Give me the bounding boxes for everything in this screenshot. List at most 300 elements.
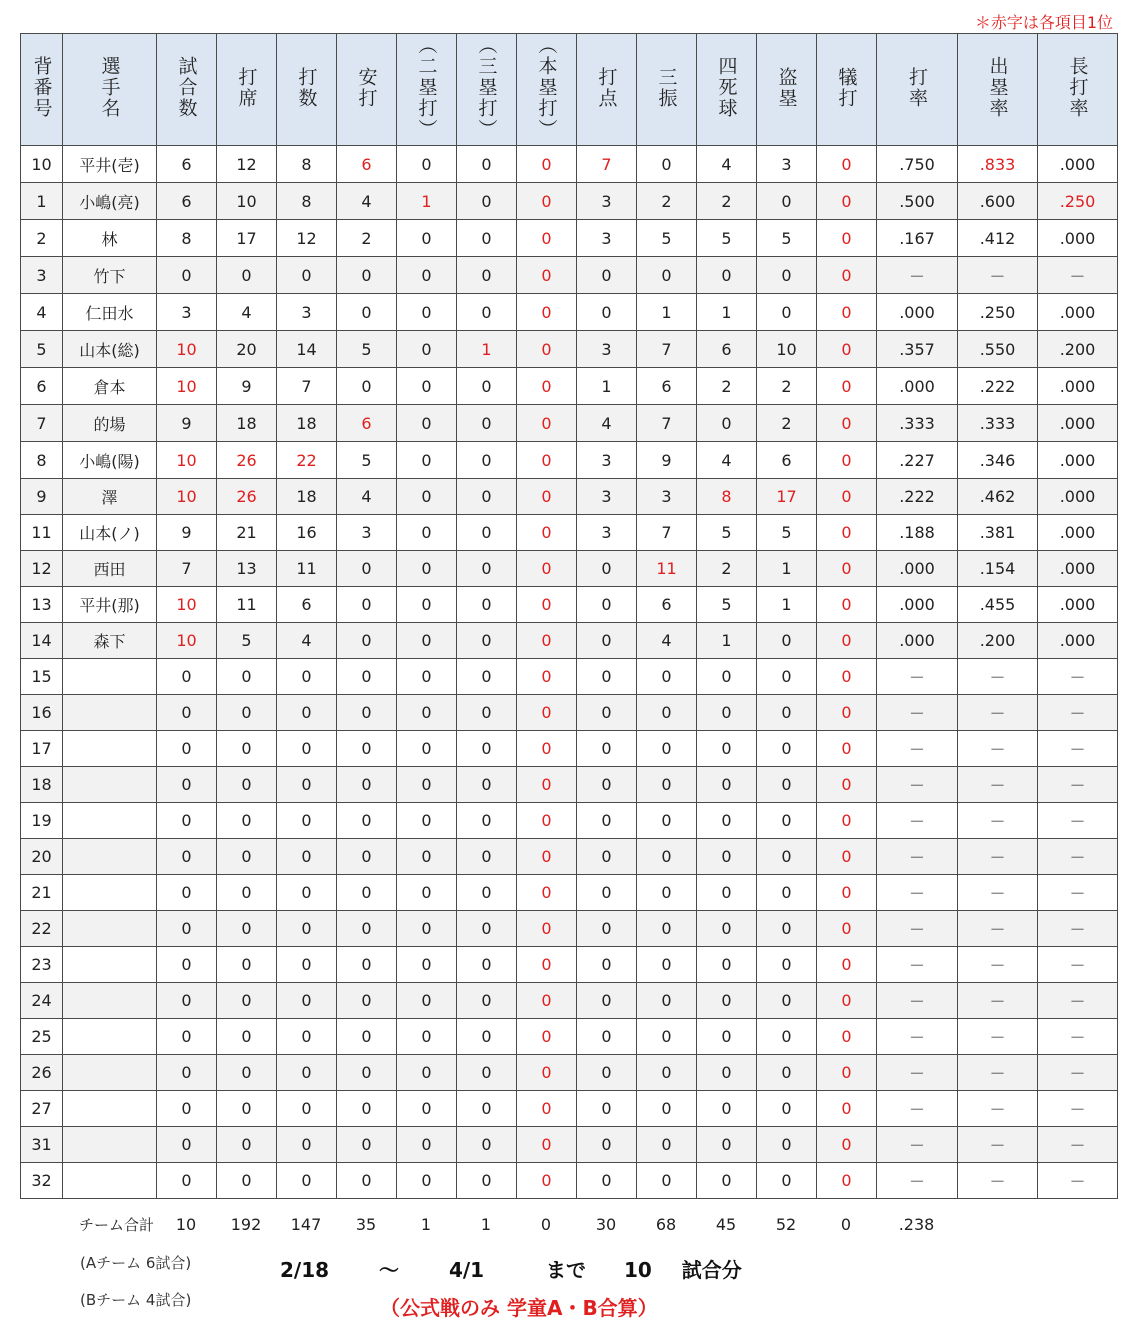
- stat-cell: 0: [457, 1019, 517, 1055]
- stat-cell: 16: [277, 515, 337, 551]
- stat-cell: 0: [457, 405, 517, 442]
- stat-cell: 0: [577, 1055, 637, 1091]
- stat-cell: 0: [517, 146, 577, 183]
- stat-cell: 0: [637, 983, 697, 1019]
- header-cell: 長打率: [1038, 34, 1118, 146]
- stat-cell: 0: [577, 911, 637, 947]
- stat-cell: 0: [757, 1091, 817, 1127]
- stat-cell: .188: [877, 515, 958, 551]
- stat-cell: .000: [1038, 294, 1118, 331]
- stat-cell: 0: [397, 368, 457, 405]
- player-name-cell: [63, 1163, 157, 1199]
- player-row: [21, 731, 1118, 767]
- stat-cell: 0: [637, 1091, 697, 1127]
- stat-cell: 0: [517, 1091, 577, 1127]
- stat-cell: 0: [757, 803, 817, 839]
- player-name-cell: [63, 731, 157, 767]
- stat-cell: 0: [757, 983, 817, 1019]
- header-cell: 盗塁: [757, 34, 817, 146]
- stat-cell: 0: [757, 1019, 817, 1055]
- stat-cell: .000: [1038, 146, 1118, 183]
- stat-cell: 0: [817, 442, 877, 479]
- stat-cell: 9: [157, 405, 217, 442]
- header-cell: 打席: [217, 34, 277, 146]
- player-name-cell: [63, 839, 157, 875]
- number-cell: 6: [21, 368, 63, 405]
- stat-cell: 0: [457, 911, 517, 947]
- stat-cell: 1: [397, 183, 457, 220]
- stat-cell: .000: [1038, 405, 1118, 442]
- stat-cell: 18: [217, 405, 277, 442]
- stat-cell: 0: [517, 331, 577, 368]
- stat-cell: 0: [637, 695, 697, 731]
- period-games-suffix: 試合分: [681, 1258, 742, 1282]
- stat-cell: 0: [217, 803, 277, 839]
- stat-cell: 0: [337, 839, 397, 875]
- stat-cell: 0: [697, 695, 757, 731]
- stat-cell: 4: [637, 623, 697, 659]
- stat-cell: 0: [817, 1019, 877, 1055]
- stat-cell: 0: [337, 257, 397, 294]
- player-name-cell: [63, 803, 157, 839]
- player-name-cell: 西田: [63, 551, 157, 587]
- stat-cell: 5: [697, 587, 757, 623]
- stat-cell: －: [958, 1127, 1038, 1163]
- period-from: 2/18: [280, 1258, 330, 1282]
- stat-cell: 9: [637, 442, 697, 479]
- stat-cell: 0: [397, 1163, 457, 1199]
- stat-cell: 9: [157, 515, 217, 551]
- stat-cell: －: [958, 767, 1038, 803]
- stat-cell: 0: [397, 803, 457, 839]
- stat-cell: 0: [157, 659, 217, 695]
- stat-cell: 0: [337, 551, 397, 587]
- number-cell: 26: [21, 1055, 63, 1091]
- stat-cell: 0: [637, 1055, 697, 1091]
- stat-cell: 0: [697, 947, 757, 983]
- stat-cell: －: [958, 875, 1038, 911]
- stat-cell: 6: [637, 368, 697, 405]
- stat-cell: 0: [397, 1091, 457, 1127]
- stat-cell: 0: [817, 1091, 877, 1127]
- stat-cell: 6: [757, 442, 817, 479]
- stat-cell: 0: [457, 947, 517, 983]
- player-name-cell: 澤: [63, 479, 157, 515]
- stat-cell: 1: [457, 331, 517, 368]
- stat-cell: 0: [157, 1019, 217, 1055]
- stat-cell: 12: [277, 220, 337, 257]
- stat-cell: 0: [577, 767, 637, 803]
- stat-cell: 0: [577, 257, 637, 294]
- stat-cell: 3: [577, 220, 637, 257]
- stat-cell: 0: [157, 839, 217, 875]
- header-cell: 打率: [877, 34, 958, 146]
- stat-cell: 0: [457, 875, 517, 911]
- stat-cell: 4: [217, 294, 277, 331]
- stat-cell: .333: [877, 405, 958, 442]
- stat-cell: 0: [217, 1163, 277, 1199]
- stat-cell: －: [1038, 731, 1118, 767]
- player-row: [21, 405, 1118, 442]
- stat-cell: 0: [217, 911, 277, 947]
- header-cell: （三塁打）: [457, 34, 517, 146]
- player-row: [21, 1091, 1118, 1127]
- player-row: [21, 1055, 1118, 1091]
- stat-cell: .154: [958, 551, 1038, 587]
- stat-cell: 0: [217, 839, 277, 875]
- stat-cell: 0: [457, 623, 517, 659]
- total-cell: 52: [775, 1214, 797, 1234]
- stat-cell: 3: [637, 479, 697, 515]
- stat-cell: 9: [217, 368, 277, 405]
- stat-cell: －: [1038, 1055, 1118, 1091]
- stat-cell: 0: [817, 331, 877, 368]
- stat-cell: －: [877, 1091, 958, 1127]
- stat-cell: 0: [817, 220, 877, 257]
- stat-cell: 2: [757, 405, 817, 442]
- stat-cell: 0: [517, 767, 577, 803]
- stat-cell: －: [877, 947, 958, 983]
- stat-cell: .412: [958, 220, 1038, 257]
- stat-cell: 0: [457, 659, 517, 695]
- stat-cell: .000: [1038, 551, 1118, 587]
- stat-cell: 0: [517, 220, 577, 257]
- stat-cell: 22: [277, 442, 337, 479]
- stat-cell: 0: [517, 911, 577, 947]
- stat-cell: 0: [577, 1019, 637, 1055]
- stat-cell: －: [877, 731, 958, 767]
- stat-cell: 0: [157, 695, 217, 731]
- stat-cell: －: [877, 911, 958, 947]
- stat-cell: 0: [637, 911, 697, 947]
- stat-cell: 0: [817, 405, 877, 442]
- header-cell: 安打: [337, 34, 397, 146]
- player-row: [21, 983, 1118, 1019]
- stat-cell: 10: [757, 331, 817, 368]
- stat-cell: .346: [958, 442, 1038, 479]
- stat-cell: 0: [457, 442, 517, 479]
- stat-cell: 0: [277, 839, 337, 875]
- stat-cell: 0: [637, 1127, 697, 1163]
- period-summary: [280, 1254, 742, 1283]
- stat-cell: 0: [637, 731, 697, 767]
- number-cell: 19: [21, 803, 63, 839]
- stat-cell: 6: [157, 146, 217, 183]
- stat-cell: 17: [757, 479, 817, 515]
- stat-cell: －: [877, 803, 958, 839]
- stat-cell: 0: [697, 1163, 757, 1199]
- stat-cell: 5: [637, 220, 697, 257]
- stat-cell: .000: [877, 623, 958, 659]
- stat-cell: 0: [397, 947, 457, 983]
- total-cell: 45: [715, 1214, 737, 1234]
- stat-cell: 7: [577, 146, 637, 183]
- stat-cell: 0: [517, 405, 577, 442]
- stat-cell: 0: [397, 220, 457, 257]
- stat-cell: 0: [397, 983, 457, 1019]
- stat-cell: 0: [577, 731, 637, 767]
- stat-cell: 0: [517, 875, 577, 911]
- stat-cell: 0: [397, 1127, 457, 1163]
- stat-cell: 0: [217, 1127, 277, 1163]
- stat-cell: 0: [457, 146, 517, 183]
- stat-cell: 0: [757, 911, 817, 947]
- stat-cell: .250: [1038, 183, 1118, 220]
- stat-cell: －: [1038, 1091, 1118, 1127]
- stat-cell: 0: [577, 875, 637, 911]
- team-totals-row: [20, 1207, 1117, 1241]
- stat-cell: .227: [877, 442, 958, 479]
- stat-cell: －: [958, 1055, 1038, 1091]
- stat-cell: 0: [217, 659, 277, 695]
- stat-cell: 0: [277, 659, 337, 695]
- stat-cell: 0: [457, 368, 517, 405]
- stat-cell: 0: [757, 257, 817, 294]
- number-cell: 16: [21, 695, 63, 731]
- stat-cell: 0: [757, 294, 817, 331]
- stat-cell: －: [958, 1019, 1038, 1055]
- player-row: [21, 1163, 1118, 1199]
- stat-cell: 5: [757, 515, 817, 551]
- stat-cell: 0: [397, 587, 457, 623]
- stat-cell: 0: [397, 695, 457, 731]
- stat-cell: 0: [397, 294, 457, 331]
- stat-cell: 26: [217, 479, 277, 515]
- stat-cell: 0: [637, 1163, 697, 1199]
- stat-cell: 0: [457, 515, 517, 551]
- stat-cell: 0: [337, 1091, 397, 1127]
- stat-cell: 0: [277, 1091, 337, 1127]
- stat-cell: 8: [277, 146, 337, 183]
- legend-note: ＊赤字は各項目1位: [974, 13, 1113, 32]
- stat-cell: 0: [397, 839, 457, 875]
- stat-cell: 0: [817, 767, 877, 803]
- stat-cell: 0: [217, 983, 277, 1019]
- stat-cell: 0: [337, 1019, 397, 1055]
- stat-cell: －: [958, 803, 1038, 839]
- stat-cell: 0: [337, 767, 397, 803]
- player-name-cell: 林: [63, 220, 157, 257]
- stat-cell: 0: [817, 983, 877, 1019]
- scope-note: （公式戦のみ 学童A・B合算）: [380, 1296, 658, 1320]
- header-cell: （二塁打）: [397, 34, 457, 146]
- player-row: [21, 146, 1118, 183]
- stat-cell: 0: [277, 257, 337, 294]
- header-cell: 背番号: [21, 34, 63, 146]
- total-cell: 10: [175, 1214, 197, 1234]
- stat-cell: 0: [817, 803, 877, 839]
- stat-cell: 0: [697, 803, 757, 839]
- stat-cell: 18: [277, 479, 337, 515]
- stat-cell: .167: [877, 220, 958, 257]
- player-name-cell: 山本(総): [63, 331, 157, 368]
- stat-cell: 0: [577, 947, 637, 983]
- team-total-label: チーム合計: [78, 1215, 154, 1234]
- stat-cell: 8: [157, 220, 217, 257]
- stat-cell: 0: [157, 1055, 217, 1091]
- stat-cell: －: [958, 911, 1038, 947]
- total-cell: 0: [840, 1214, 852, 1234]
- stat-cell: 3: [577, 442, 637, 479]
- stat-cell: 0: [817, 1163, 877, 1199]
- stat-cell: 0: [277, 803, 337, 839]
- stat-cell: 0: [637, 875, 697, 911]
- stat-cell: 0: [217, 257, 277, 294]
- stat-cell: 0: [817, 623, 877, 659]
- number-cell: 18: [21, 767, 63, 803]
- stat-cell: 1: [637, 294, 697, 331]
- total-cell: 0: [540, 1214, 552, 1234]
- stat-cell: －: [958, 947, 1038, 983]
- number-cell: 9: [21, 479, 63, 515]
- stat-cell: 0: [517, 1019, 577, 1055]
- stat-cell: 0: [757, 839, 817, 875]
- stat-cell: .462: [958, 479, 1038, 515]
- stat-cell: 2: [697, 551, 757, 587]
- stat-cell: 0: [457, 767, 517, 803]
- stat-cell: 0: [817, 294, 877, 331]
- number-cell: 1: [21, 183, 63, 220]
- stat-cell: 6: [337, 405, 397, 442]
- player-row: [21, 257, 1118, 294]
- number-cell: 25: [21, 1019, 63, 1055]
- stat-cell: 3: [577, 479, 637, 515]
- stat-cell: 12: [217, 146, 277, 183]
- stat-cell: 0: [577, 623, 637, 659]
- stat-cell: 0: [217, 1091, 277, 1127]
- number-cell: 12: [21, 551, 63, 587]
- player-name-cell: 山本(ノ): [63, 515, 157, 551]
- stat-cell: －: [958, 839, 1038, 875]
- stat-cell: 0: [817, 479, 877, 515]
- stat-cell: 0: [337, 803, 397, 839]
- stat-cell: 0: [697, 257, 757, 294]
- player-row: [21, 767, 1118, 803]
- stat-cell: 6: [697, 331, 757, 368]
- stat-cell: .000: [1038, 220, 1118, 257]
- total-cell: 192: [230, 1214, 262, 1234]
- stat-cell: 0: [697, 405, 757, 442]
- stat-cell: 3: [577, 331, 637, 368]
- stat-cell: －: [877, 659, 958, 695]
- stat-cell: .000: [1038, 442, 1118, 479]
- stat-cell: 0: [337, 1163, 397, 1199]
- header-cell: 四死球: [697, 34, 757, 146]
- team-b-games: (Bチーム 4試合): [80, 1291, 192, 1309]
- stat-cell: 0: [697, 1127, 757, 1163]
- stat-cell: 0: [217, 767, 277, 803]
- stat-cell: 0: [337, 947, 397, 983]
- stat-cell: .000: [877, 587, 958, 623]
- stat-cell: 0: [637, 257, 697, 294]
- stat-cell: 0: [457, 1091, 517, 1127]
- stat-cell: 0: [397, 551, 457, 587]
- stat-cell: 3: [157, 294, 217, 331]
- player-row: [21, 1127, 1118, 1163]
- header-cell: 三振: [637, 34, 697, 146]
- player-row: [21, 695, 1118, 731]
- number-cell: 2: [21, 220, 63, 257]
- stat-cell: 0: [397, 767, 457, 803]
- stat-cell: －: [877, 257, 958, 294]
- stat-cell: 2: [757, 368, 817, 405]
- stat-cell: －: [958, 659, 1038, 695]
- team-a-games: (Aチーム 6試合): [80, 1254, 192, 1272]
- stat-cell: 0: [817, 695, 877, 731]
- stat-cell: 0: [457, 1163, 517, 1199]
- period-games: 10: [623, 1258, 652, 1282]
- stat-cell: .222: [877, 479, 958, 515]
- stat-cell: 0: [397, 257, 457, 294]
- stat-cell: 0: [337, 875, 397, 911]
- number-cell: 7: [21, 405, 63, 442]
- stat-cell: 0: [337, 1055, 397, 1091]
- stat-cell: 5: [337, 442, 397, 479]
- stat-cell: －: [1038, 803, 1118, 839]
- stat-cell: 0: [697, 659, 757, 695]
- stat-cell: 0: [157, 731, 217, 767]
- stat-cell: 0: [157, 911, 217, 947]
- number-cell: 20: [21, 839, 63, 875]
- player-name-cell: [63, 695, 157, 731]
- stat-cell: 0: [817, 911, 877, 947]
- header-cell: （本塁打）: [517, 34, 577, 146]
- player-name-cell: [63, 1019, 157, 1055]
- stat-cell: 0: [517, 1127, 577, 1163]
- total-cell: .238: [898, 1214, 935, 1234]
- stat-cell: 0: [397, 442, 457, 479]
- player-row: [21, 659, 1118, 695]
- stat-cell: 10: [217, 183, 277, 220]
- stat-cell: 0: [517, 947, 577, 983]
- stat-cell: －: [1038, 1127, 1118, 1163]
- stat-cell: 2: [697, 368, 757, 405]
- stat-cell: 0: [217, 731, 277, 767]
- stat-cell: 0: [757, 875, 817, 911]
- stat-cell: 0: [697, 875, 757, 911]
- header-cell: 出塁率: [958, 34, 1038, 146]
- stat-cell: 0: [157, 1127, 217, 1163]
- player-row: [21, 1019, 1118, 1055]
- stat-cell: 0: [577, 294, 637, 331]
- stat-cell: .550: [958, 331, 1038, 368]
- player-row: [21, 294, 1118, 331]
- stat-cell: 0: [157, 947, 217, 983]
- stat-cell: 0: [397, 1019, 457, 1055]
- stat-cell: －: [1038, 1019, 1118, 1055]
- stat-cell: 10: [157, 331, 217, 368]
- stat-cell: 0: [157, 767, 217, 803]
- stat-cell: 0: [817, 183, 877, 220]
- stat-cell: 0: [517, 587, 577, 623]
- stat-cell: 0: [337, 1127, 397, 1163]
- stat-cell: .455: [958, 587, 1038, 623]
- stat-cell: 0: [757, 947, 817, 983]
- stat-cell: .381: [958, 515, 1038, 551]
- stat-cell: 0: [397, 659, 457, 695]
- stat-cell: 0: [217, 875, 277, 911]
- player-name-cell: [63, 911, 157, 947]
- stat-cell: 0: [637, 146, 697, 183]
- stat-cell: 4: [277, 623, 337, 659]
- header-cell: 選手名: [63, 34, 157, 146]
- player-name-cell: [63, 983, 157, 1019]
- stat-cell: 0: [277, 1019, 337, 1055]
- total-cell: 30: [595, 1214, 617, 1234]
- stat-cell: 18: [277, 405, 337, 442]
- stat-cell: －: [1038, 257, 1118, 294]
- stat-cell: 0: [277, 695, 337, 731]
